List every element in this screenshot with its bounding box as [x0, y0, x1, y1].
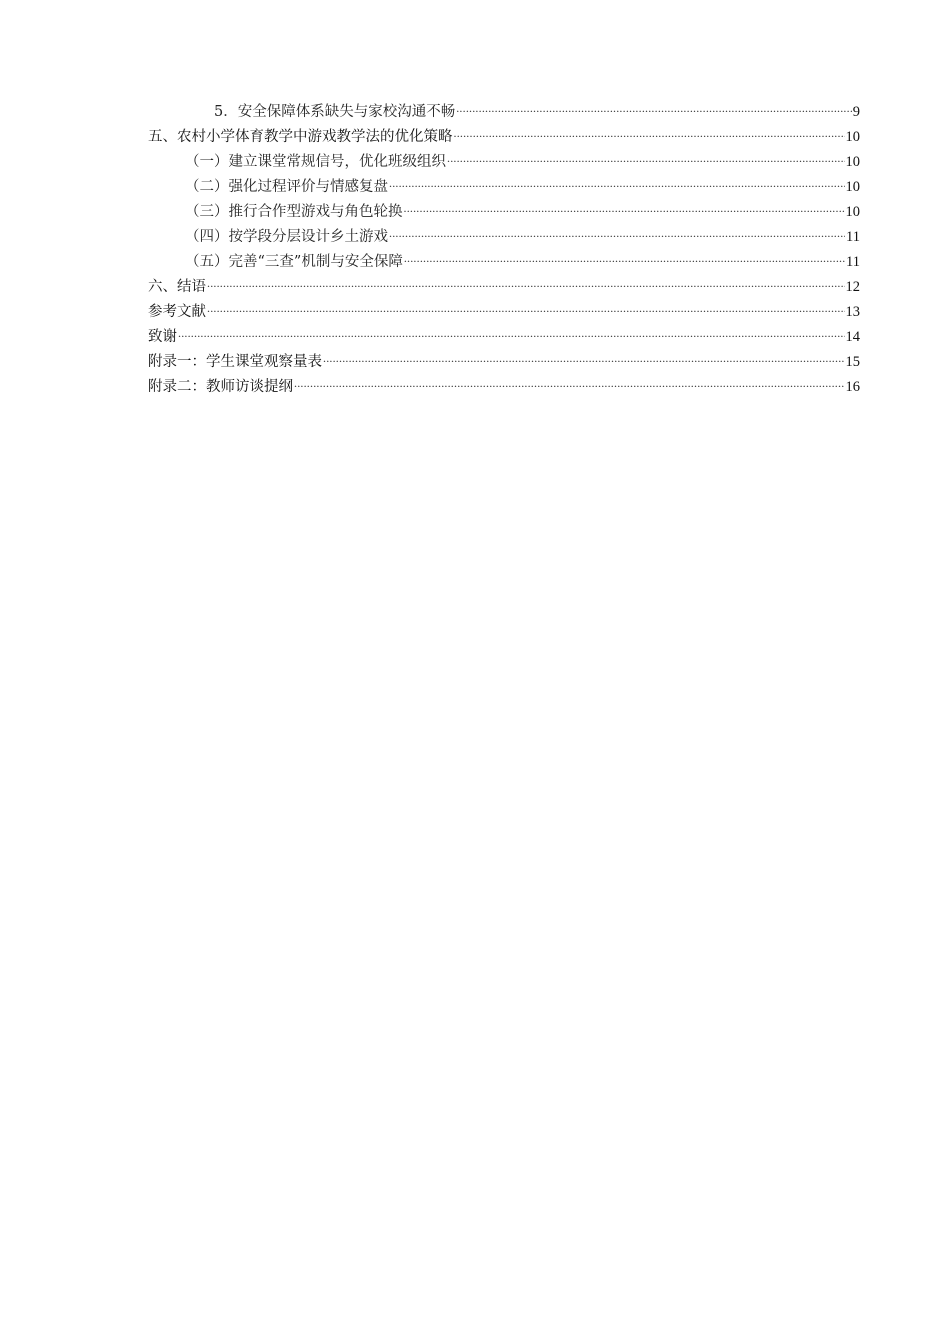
- toc-dot-leader: [404, 191, 845, 216]
- toc-page-number: 13: [845, 304, 860, 320]
- toc-page-number: 10: [845, 129, 860, 145]
- toc-entry-title: （四）按学段分层设计乡土游戏: [185, 229, 388, 245]
- toc-dot-leader: [178, 316, 845, 341]
- toc-entry-acknowledgements[interactable]: [148, 316, 860, 345]
- table-of-contents: [148, 91, 860, 395]
- toc-dot-leader: [447, 141, 845, 166]
- toc-page-number: 11: [846, 229, 860, 245]
- toc-dot-leader: [404, 241, 845, 266]
- toc-entry-section-4-5[interactable]: [148, 91, 860, 120]
- toc-entry-title: （一）建立课堂常规信号，优化班级组织: [185, 154, 446, 170]
- toc-entry-title: （二）强化过程评价与情感复盘: [185, 179, 388, 195]
- toc-entry-title: （三）推行合作型游戏与角色轮换: [185, 204, 403, 220]
- toc-dot-leader: [456, 91, 852, 116]
- toc-entry-chapter-6[interactable]: [148, 266, 860, 295]
- toc-page-number: 9: [852, 104, 860, 120]
- toc-page-number: 16: [845, 379, 860, 395]
- toc-entry-title: 附录一：学生课堂观察量表: [148, 354, 322, 370]
- toc-dot-leader: [389, 216, 845, 241]
- toc-entry-title: 六、结语: [148, 279, 206, 295]
- toc-entry-appendix-1[interactable]: [148, 341, 860, 370]
- toc-entry-title: （五）完善“三查”机制与安全保障: [185, 254, 403, 270]
- toc-page-number: 15: [845, 354, 860, 370]
- toc-entry-title: 五、农村小学体育教学中游戏教学法的优化策略: [148, 129, 453, 145]
- toc-page-number: 11: [846, 254, 860, 270]
- toc-page-number: 10: [845, 154, 860, 170]
- toc-page-number: 10: [845, 179, 860, 195]
- toc-page-number: 14: [845, 329, 860, 345]
- toc-dot-leader: [323, 341, 845, 366]
- toc-dot-leader: [207, 291, 845, 316]
- toc-dot-leader: [207, 266, 845, 291]
- toc-entry-title: 5．安全保障体系缺失与家校沟通不畅: [214, 104, 456, 120]
- toc-page-number: 10: [845, 204, 860, 220]
- toc-dot-leader: [389, 166, 845, 191]
- toc-dot-leader: [294, 366, 845, 391]
- toc-entry-title: 参考文献: [148, 304, 206, 320]
- toc-entry-title: 致谢: [148, 329, 177, 345]
- toc-dot-leader: [454, 116, 845, 141]
- toc-entry-references[interactable]: [148, 291, 860, 320]
- toc-entry-title: 附录二：教师访谈提纲: [148, 379, 293, 395]
- toc-page-number: 12: [845, 279, 860, 295]
